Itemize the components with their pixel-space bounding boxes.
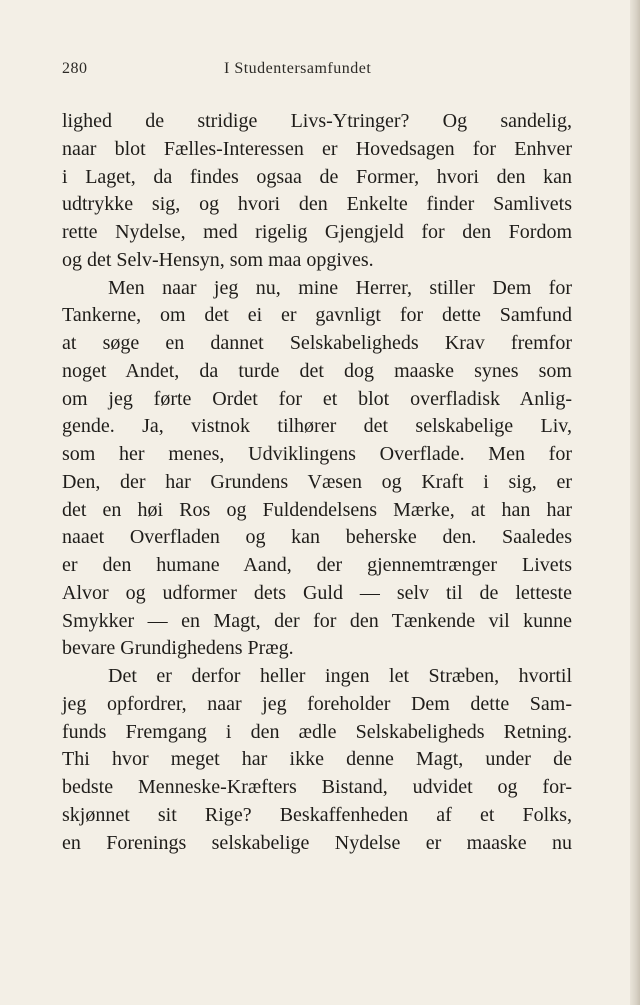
page-number: 280	[62, 60, 88, 77]
text-line: jeg opfordrer, naar jeg foreholder Dem dette Sam-	[62, 692, 572, 715]
paragraph-first-line: Men naar jeg nu, mine Herrer, stiller Dem for	[108, 276, 572, 299]
text-line: Thi hvor meget har ikke denne Magt, under de	[62, 748, 572, 771]
text-line: lighed de stridige Livs-Ytringer? Og sandelig,	[62, 110, 572, 132]
text-line: udtrykke sig, og hvori den Enkelte finder Samlivets	[62, 193, 572, 216]
text-line: Tankerne, om det ei er gavnligt for dette Samfund	[62, 304, 572, 327]
text-line: Den, der har Grundens Væsen og Kraft i sig, er	[62, 470, 572, 493]
text-line: funds Fremgang i den ædle Selskabeligheds Retning.	[62, 720, 572, 743]
text-line: bevare Grundighedens Præg.	[62, 637, 294, 660]
text-line: rette Nydelse, med rigelig Gjengjeld for den Fordom	[62, 221, 572, 243]
running-head	[62, 60, 572, 84]
chapter-title: I Studentersamfundet	[224, 60, 372, 77]
text-line: Alvor og udformer dets Guld — selv til de letteste	[62, 581, 572, 604]
text-line: og det Selv-Hensyn, som maa opgives.	[62, 248, 374, 271]
text-line: gende. Ja, vistnok tilhører det selskabelige Liv,	[62, 415, 572, 438]
paragraph-first-line: Det er derfor heller ingen let Stræben, hvortil	[108, 665, 572, 687]
text-line: en Forenings selskabelige Nydelse er maaske nu	[62, 831, 572, 854]
text-line: noget Andet, da turde det dog maaske synes som	[62, 359, 572, 382]
text-line: bedste Menneske-Kræfters Bistand, udvidet og for-	[62, 776, 572, 798]
text-line: naar blot Fælles-Interessen er Hovedsagen for Enhver	[62, 137, 572, 160]
text-line: skjønnet sit Rige? Beskaffenheden af et Folks,	[62, 803, 572, 826]
text-line: som her menes, Udviklingens Overflade. Men for	[62, 443, 572, 465]
text-line: er den humane Aand, der gjennemtrænger Livets	[62, 554, 572, 576]
text-line: Smykker — en Magt, der for den Tænkende vil kunne	[62, 609, 572, 632]
text-line: det en høi Ros og Fuldendelsens Mærke, at han har	[62, 498, 572, 521]
text-line: om jeg førte Ordet for et blot overfladisk Anlig-	[62, 387, 572, 410]
text-line: naaet Overfladen og kan beherske den. Saaledes	[62, 526, 572, 549]
text-line: at søge en dannet Selskabeligheds Krav fremfor	[62, 332, 572, 354]
text-line: i Laget, da findes ogsaa de Former, hvori den kan	[62, 165, 572, 188]
page-edge	[630, 0, 640, 1005]
text-body	[62, 108, 572, 857]
